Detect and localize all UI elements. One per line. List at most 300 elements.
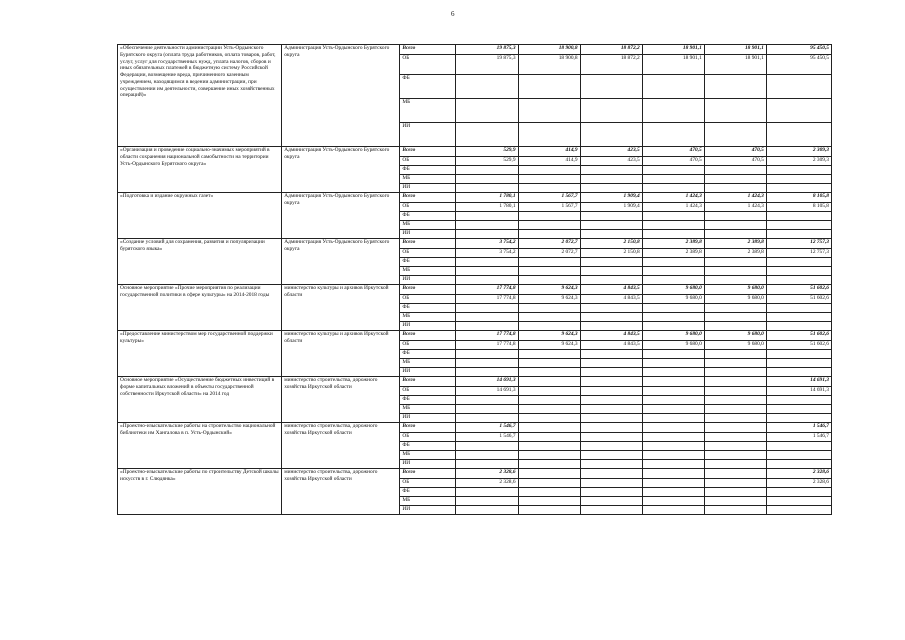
amount-cell: 9 680,0 xyxy=(642,331,704,341)
amount-cell xyxy=(580,230,642,239)
funding-source: ОБ xyxy=(400,387,456,396)
amount-cell: 1 546,7 xyxy=(456,423,518,433)
funding-source: ОБ xyxy=(400,341,456,350)
amount-cell: 2 072,7 xyxy=(518,249,580,258)
funding-source: ОБ xyxy=(400,249,456,258)
amount-cell xyxy=(518,423,580,433)
amount-cell xyxy=(518,304,580,313)
table-row xyxy=(118,285,832,295)
amount-cell xyxy=(642,221,704,230)
amount-cell xyxy=(642,433,704,442)
amount-cell xyxy=(456,175,518,184)
funding-source: Всего xyxy=(400,147,456,157)
amount-cell xyxy=(456,166,518,175)
funding-source: ИИ xyxy=(400,184,456,193)
total-cell xyxy=(766,359,831,368)
amount-cell: 9 680,0 xyxy=(642,341,704,350)
funding-source: ФБ xyxy=(400,396,456,405)
funding-source: ИИ xyxy=(400,123,456,147)
amount-cell xyxy=(704,258,766,267)
amount-cell xyxy=(704,506,766,515)
measure-name: «Проектно-изыскательские работы на строительство национальной библиотеки им Хангалова в п. Усть-Ордынский» xyxy=(118,423,282,469)
amount-cell xyxy=(642,396,704,405)
total-cell xyxy=(766,451,831,460)
amount-cell: 9 680,0 xyxy=(704,295,766,304)
total-cell: 1 546,7 xyxy=(766,433,831,442)
table-row xyxy=(118,469,832,479)
amount-cell: 19 875,3 xyxy=(456,45,518,55)
amount-cell xyxy=(456,414,518,423)
amount-cell: 19 875,3 xyxy=(456,55,518,75)
executor-name: министерство культуры и архивов Иркутской области xyxy=(282,285,400,331)
amount-cell xyxy=(704,433,766,442)
amount-cell xyxy=(704,175,766,184)
funding-source: ОБ xyxy=(400,157,456,166)
amount-cell: 9 624,3 xyxy=(518,341,580,350)
amount-cell xyxy=(704,99,766,123)
total-cell xyxy=(766,506,831,515)
amount-cell xyxy=(456,442,518,451)
funding-source: Всего xyxy=(400,193,456,203)
measure-name: «Подготовка и издание окружных газет» xyxy=(118,193,282,239)
funding-source: МБ xyxy=(400,175,456,184)
amount-cell: 9 680,0 xyxy=(704,341,766,350)
total-cell xyxy=(766,396,831,405)
funding-source: МБ xyxy=(400,313,456,322)
amount-cell xyxy=(704,479,766,488)
amount-cell: 1 567,7 xyxy=(518,203,580,212)
amount-cell xyxy=(580,99,642,123)
amount-cell xyxy=(518,123,580,147)
total-cell: 14 691,3 xyxy=(766,387,831,396)
executor-name: Администрация Усть-Ордынского Бурятского округа xyxy=(282,193,400,239)
amount-cell xyxy=(580,212,642,221)
total-cell: 95 450,5 xyxy=(766,45,831,55)
amount-cell xyxy=(642,99,704,123)
amount-cell xyxy=(518,414,580,423)
amount-cell xyxy=(456,359,518,368)
amount-cell xyxy=(580,488,642,497)
measure-name: «Предоставление министерством мер государственной поддержки культуры» xyxy=(118,331,282,377)
amount-cell: 18 901,1 xyxy=(704,45,766,55)
amount-cell xyxy=(642,350,704,359)
funding-source: ИИ xyxy=(400,230,456,239)
amount-cell xyxy=(580,479,642,488)
amount-cell xyxy=(642,368,704,377)
amount-cell xyxy=(518,221,580,230)
amount-cell xyxy=(580,276,642,285)
amount-cell xyxy=(518,377,580,387)
total-cell xyxy=(766,123,831,147)
amount-cell: 18 872,2 xyxy=(580,45,642,55)
amount-cell: 3 754,2 xyxy=(456,239,518,249)
amount-cell: 529,9 xyxy=(456,157,518,166)
amount-cell xyxy=(704,359,766,368)
amount-cell xyxy=(580,75,642,99)
funding-source: ФБ xyxy=(400,166,456,175)
amount-cell xyxy=(704,488,766,497)
amount-cell: 2 072,7 xyxy=(518,239,580,249)
amount-cell: 2 328,6 xyxy=(456,479,518,488)
amount-cell: 1 424,3 xyxy=(642,193,704,203)
amount-cell xyxy=(580,469,642,479)
amount-cell xyxy=(518,267,580,276)
amount-cell xyxy=(518,442,580,451)
amount-cell: 17 774,8 xyxy=(456,285,518,295)
amount-cell xyxy=(642,230,704,239)
table-row xyxy=(118,377,832,387)
executor-name: Администрация Усть-Ордынского Бурятского округа xyxy=(282,239,400,285)
amount-cell xyxy=(642,497,704,506)
measure-name: Основное мероприятие «Прочие мероприятия по реализации государственной политики в сфере культуры» на 2014-2018 годы xyxy=(118,285,282,331)
amount-cell xyxy=(704,212,766,221)
total-cell xyxy=(766,175,831,184)
funding-source: ФБ xyxy=(400,258,456,267)
measure-name: «Обеспечение деятельности администрации Усть-Ордынского Бурятского округа (оплата труда работников, оплата товаров, работ, услуг, услуг для государственных нужд, уплата налогов, сборов и иных обязательных платежей в бюджетную систему Российской Федерации, возмещение вреда, причиненного казенным учреждением, находящимся в ведении администрации, при осуществлении им деятельности, совершение иных хозяйственных операций)» xyxy=(118,45,282,147)
funding-source: ОБ xyxy=(400,479,456,488)
table-row xyxy=(118,239,832,249)
amount-cell: 1 546,7 xyxy=(456,433,518,442)
amount-cell xyxy=(580,368,642,377)
amount-cell xyxy=(642,184,704,193)
total-cell xyxy=(766,99,831,123)
funding-source: ФБ xyxy=(400,488,456,497)
table-row xyxy=(118,147,832,157)
funding-source: Всего xyxy=(400,377,456,387)
amount-cell xyxy=(518,387,580,396)
amount-cell xyxy=(580,433,642,442)
total-cell: 8 105,8 xyxy=(766,193,831,203)
amount-cell: 4 843,5 xyxy=(580,285,642,295)
amount-cell xyxy=(518,258,580,267)
amount-cell xyxy=(704,414,766,423)
amount-cell: 14 691,3 xyxy=(456,387,518,396)
amount-cell xyxy=(580,175,642,184)
amount-cell: 9 680,0 xyxy=(704,331,766,341)
amount-cell: 1 424,3 xyxy=(704,193,766,203)
amount-cell xyxy=(704,387,766,396)
amount-cell xyxy=(642,442,704,451)
funding-source: ФБ xyxy=(400,442,456,451)
amount-cell xyxy=(642,414,704,423)
amount-cell xyxy=(704,221,766,230)
amount-cell xyxy=(456,488,518,497)
amount-cell xyxy=(518,368,580,377)
amount-cell xyxy=(580,423,642,433)
executor-name: министерство культуры и архивов Иркутской области xyxy=(282,331,400,377)
amount-cell xyxy=(580,267,642,276)
amount-cell: 3 754,2 xyxy=(456,249,518,258)
funding-source: ОБ xyxy=(400,55,456,75)
amount-cell xyxy=(456,99,518,123)
funding-source: МБ xyxy=(400,451,456,460)
funding-source: ИИ xyxy=(400,414,456,423)
amount-cell xyxy=(456,230,518,239)
amount-cell: 17 774,8 xyxy=(456,295,518,304)
total-cell xyxy=(766,276,831,285)
amount-cell xyxy=(580,313,642,322)
table-row xyxy=(118,331,832,341)
amount-cell xyxy=(642,377,704,387)
amount-cell xyxy=(580,166,642,175)
amount-cell: 1 780,1 xyxy=(456,193,518,203)
amount-cell xyxy=(642,488,704,497)
amount-cell xyxy=(580,377,642,387)
amount-cell xyxy=(704,304,766,313)
amount-cell xyxy=(456,258,518,267)
total-cell: 14 691,3 xyxy=(766,377,831,387)
amount-cell xyxy=(456,304,518,313)
total-cell xyxy=(766,414,831,423)
amount-cell xyxy=(642,175,704,184)
total-cell xyxy=(766,405,831,414)
total-cell: 12 757,3 xyxy=(766,249,831,258)
total-cell: 51 602,6 xyxy=(766,295,831,304)
funding-source: ФБ xyxy=(400,350,456,359)
amount-cell xyxy=(456,506,518,515)
amount-cell: 1 424,3 xyxy=(704,203,766,212)
total-cell: 2 309,3 xyxy=(766,157,831,166)
amount-cell xyxy=(580,451,642,460)
amount-cell: 4 843,5 xyxy=(580,341,642,350)
amount-cell: 9 624,3 xyxy=(518,331,580,341)
amount-cell xyxy=(580,497,642,506)
amount-cell xyxy=(704,396,766,405)
amount-cell xyxy=(518,479,580,488)
table-row xyxy=(118,45,832,55)
amount-cell xyxy=(642,387,704,396)
total-cell xyxy=(766,442,831,451)
amount-cell xyxy=(456,184,518,193)
total-cell: 12 757,3 xyxy=(766,239,831,249)
budget-table xyxy=(117,44,832,515)
amount-cell xyxy=(580,123,642,147)
amount-cell: 9 680,0 xyxy=(642,285,704,295)
total-cell xyxy=(766,488,831,497)
amount-cell xyxy=(456,350,518,359)
amount-cell xyxy=(518,497,580,506)
amount-cell xyxy=(518,433,580,442)
amount-cell xyxy=(642,267,704,276)
amount-cell xyxy=(580,387,642,396)
funding-source: МБ xyxy=(400,221,456,230)
amount-cell: 2 389,8 xyxy=(642,239,704,249)
amount-cell xyxy=(456,75,518,99)
amount-cell xyxy=(518,99,580,123)
total-cell: 1 546,7 xyxy=(766,423,831,433)
total-cell xyxy=(766,304,831,313)
amount-cell xyxy=(580,506,642,515)
amount-cell xyxy=(642,304,704,313)
total-cell xyxy=(766,166,831,175)
amount-cell xyxy=(704,75,766,99)
amount-cell: 18 872,2 xyxy=(580,55,642,75)
funding-source: Всего xyxy=(400,45,456,55)
funding-source: ОБ xyxy=(400,433,456,442)
total-cell: 8 105,8 xyxy=(766,203,831,212)
amount-cell xyxy=(642,460,704,469)
amount-cell xyxy=(704,313,766,322)
funding-source: Всего xyxy=(400,423,456,433)
amount-cell xyxy=(704,423,766,433)
amount-cell xyxy=(580,221,642,230)
amount-cell xyxy=(642,451,704,460)
amount-cell xyxy=(456,221,518,230)
amount-cell: 17 774,8 xyxy=(456,341,518,350)
amount-cell: 2 389,8 xyxy=(704,249,766,258)
total-cell: 2 328,6 xyxy=(766,469,831,479)
funding-source: Всего xyxy=(400,331,456,341)
amount-cell xyxy=(580,258,642,267)
amount-cell xyxy=(456,313,518,322)
amount-cell: 2 150,8 xyxy=(580,249,642,258)
executor-name: министерство строительства, дорожного хозяйства Иркутской области xyxy=(282,377,400,423)
amount-cell xyxy=(456,368,518,377)
amount-cell xyxy=(518,212,580,221)
funding-source: ОБ xyxy=(400,295,456,304)
amount-cell xyxy=(580,460,642,469)
amount-cell xyxy=(580,304,642,313)
amount-cell: 18 901,1 xyxy=(642,55,704,75)
amount-cell: 1 909,4 xyxy=(580,193,642,203)
amount-cell xyxy=(518,276,580,285)
amount-cell xyxy=(518,313,580,322)
amount-cell: 529,9 xyxy=(456,147,518,157)
funding-source: ФБ xyxy=(400,75,456,99)
amount-cell: 423,5 xyxy=(580,147,642,157)
amount-cell xyxy=(518,405,580,414)
amount-cell xyxy=(518,166,580,175)
measure-name: «Проектно-изыскательские работы по строительству Детской школы искусств в г. Слюдянка» xyxy=(118,469,282,515)
amount-cell: 2 389,8 xyxy=(642,249,704,258)
amount-cell xyxy=(704,469,766,479)
amount-cell xyxy=(704,350,766,359)
executor-name: Администрация Усть-Ордынского Бурятского округа xyxy=(282,147,400,193)
total-cell: 51 602,6 xyxy=(766,285,831,295)
total-cell xyxy=(766,313,831,322)
funding-source: ИИ xyxy=(400,460,456,469)
measure-name: «Создание условий для сохранения, развития и популяризации бурятского языка» xyxy=(118,239,282,285)
amount-cell xyxy=(518,75,580,99)
total-cell: 95 450,5 xyxy=(766,55,831,75)
amount-cell xyxy=(642,313,704,322)
amount-cell: 2 150,8 xyxy=(580,239,642,249)
funding-source: ОБ xyxy=(400,203,456,212)
amount-cell xyxy=(704,377,766,387)
amount-cell: 1 424,3 xyxy=(642,203,704,212)
amount-cell xyxy=(642,423,704,433)
amount-cell xyxy=(518,359,580,368)
amount-cell xyxy=(704,405,766,414)
page-number: 6 xyxy=(451,10,455,18)
amount-cell xyxy=(518,469,580,479)
funding-source: МБ xyxy=(400,359,456,368)
amount-cell xyxy=(704,497,766,506)
amount-cell xyxy=(704,276,766,285)
amount-cell xyxy=(704,322,766,331)
amount-cell xyxy=(704,460,766,469)
amount-cell xyxy=(580,405,642,414)
total-cell xyxy=(766,322,831,331)
total-cell: 2 328,6 xyxy=(766,479,831,488)
amount-cell xyxy=(642,258,704,267)
amount-cell xyxy=(642,212,704,221)
total-cell xyxy=(766,497,831,506)
total-cell xyxy=(766,258,831,267)
funding-source: Всего xyxy=(400,285,456,295)
amount-cell xyxy=(704,368,766,377)
amount-cell: 9 680,0 xyxy=(704,285,766,295)
total-cell xyxy=(766,221,831,230)
amount-cell xyxy=(518,506,580,515)
amount-cell: 9 680,0 xyxy=(642,295,704,304)
amount-cell xyxy=(456,322,518,331)
funding-source: ИИ xyxy=(400,368,456,377)
amount-cell xyxy=(704,267,766,276)
amount-cell xyxy=(704,166,766,175)
amount-cell xyxy=(456,123,518,147)
total-cell xyxy=(766,368,831,377)
measure-name: «Организация и проведение социально-значимых мероприятий в области сохранения национальной самобытности на территории Усть-Ордынского Бурятского округа» xyxy=(118,147,282,193)
amount-cell: 14 691,3 xyxy=(456,377,518,387)
amount-cell xyxy=(704,451,766,460)
total-cell xyxy=(766,350,831,359)
executor-name: министерство строительства, дорожного хозяйства Иркутской области xyxy=(282,423,400,469)
funding-source: ИИ xyxy=(400,276,456,285)
amount-cell xyxy=(642,506,704,515)
amount-cell xyxy=(518,322,580,331)
amount-cell xyxy=(704,123,766,147)
amount-cell: 1 567,7 xyxy=(518,193,580,203)
total-cell xyxy=(766,230,831,239)
amount-cell: 4 843,5 xyxy=(580,295,642,304)
amount-cell xyxy=(456,267,518,276)
amount-cell xyxy=(580,414,642,423)
funding-source: ИИ xyxy=(400,322,456,331)
amount-cell xyxy=(642,479,704,488)
amount-cell: 18 900,8 xyxy=(518,55,580,75)
amount-cell: 2 328,6 xyxy=(456,469,518,479)
total-cell xyxy=(766,184,831,193)
total-cell xyxy=(766,267,831,276)
amount-cell xyxy=(518,175,580,184)
amount-cell: 18 901,1 xyxy=(704,55,766,75)
amount-cell xyxy=(456,460,518,469)
amount-cell xyxy=(456,451,518,460)
amount-cell: 18 901,1 xyxy=(642,45,704,55)
amount-cell xyxy=(580,184,642,193)
funding-source: МБ xyxy=(400,99,456,123)
amount-cell: 9 624,3 xyxy=(518,285,580,295)
funding-source: ИИ xyxy=(400,506,456,515)
amount-cell xyxy=(518,451,580,460)
amount-cell xyxy=(642,75,704,99)
amount-cell: 414,9 xyxy=(518,157,580,166)
amount-cell xyxy=(518,350,580,359)
amount-cell: 414,9 xyxy=(518,147,580,157)
amount-cell: 17 774,8 xyxy=(456,331,518,341)
amount-cell xyxy=(580,442,642,451)
funding-source: ФБ xyxy=(400,304,456,313)
amount-cell xyxy=(518,460,580,469)
amount-cell xyxy=(642,359,704,368)
funding-source: Всего xyxy=(400,469,456,479)
amount-cell xyxy=(704,184,766,193)
funding-source: МБ xyxy=(400,405,456,414)
total-cell: 51 602,6 xyxy=(766,331,831,341)
amount-cell xyxy=(580,359,642,368)
funding-source: ФБ xyxy=(400,212,456,221)
